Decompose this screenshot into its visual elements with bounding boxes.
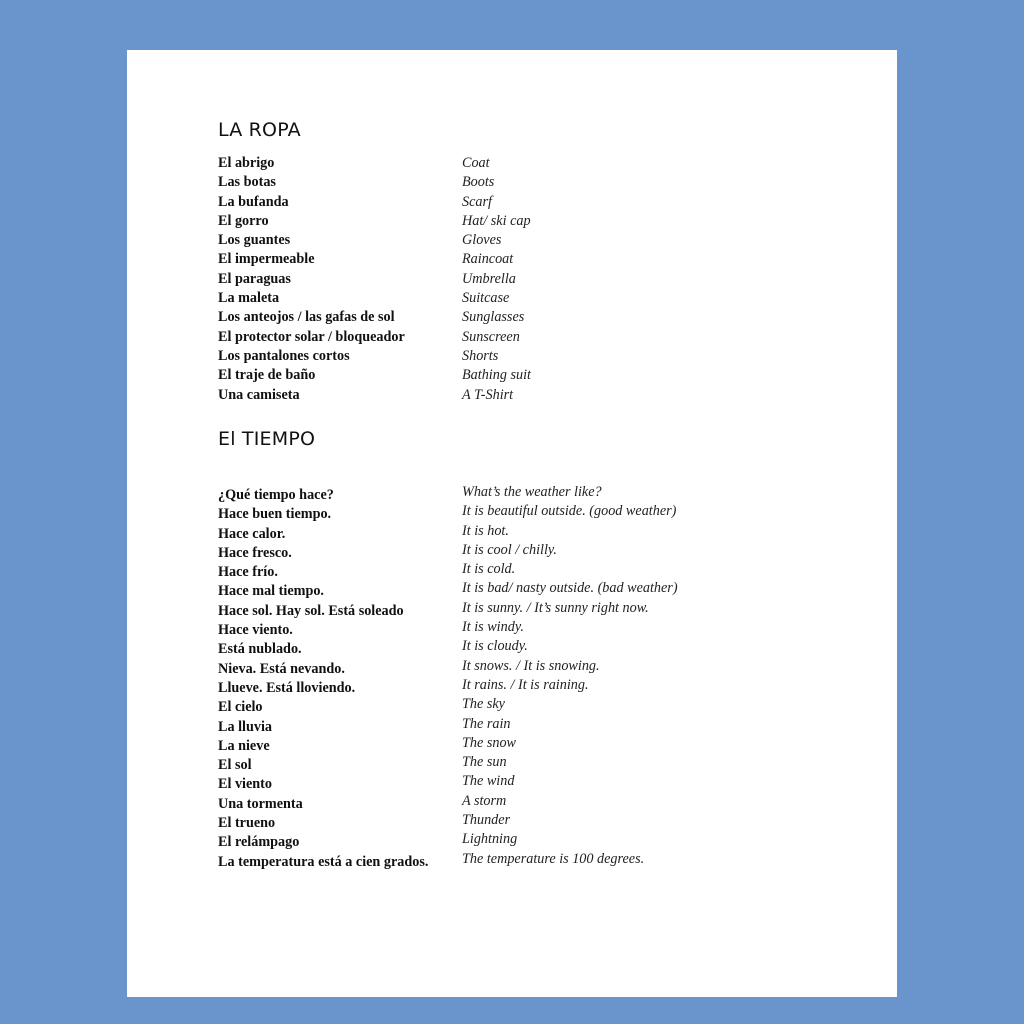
english-translation: It is windy.	[462, 619, 524, 636]
spanish-term: El relámpago	[218, 834, 300, 851]
vocab-row	[218, 756, 818, 775]
vocab-row	[218, 193, 818, 212]
spanish-term: Hace buen tiempo.	[218, 506, 332, 523]
vocab-row	[218, 734, 818, 756]
english-translation: The sky	[462, 696, 505, 713]
spanish-term: Una camiseta	[218, 386, 300, 403]
vocab-row	[218, 386, 818, 405]
english-translation: Sunscreen	[462, 328, 520, 345]
english-translation: Boots	[462, 174, 495, 191]
spanish-term: La nieve	[218, 737, 270, 754]
english-translation: Shorts	[462, 347, 499, 364]
spanish-term: Una tormenta	[218, 795, 303, 812]
spanish-term: La temperatura está a cien grados.	[218, 853, 429, 870]
english-translation: Thunder	[462, 812, 511, 829]
vocab-row	[218, 698, 818, 717]
english-translation: Bathing suit	[462, 367, 531, 384]
vocab-row	[218, 173, 818, 192]
vocab-list-ropa	[218, 154, 818, 405]
spanish-term: Los anteojos / las gafas de sol	[218, 309, 395, 326]
english-translation: It is sunny. / It’s sunny right now.	[462, 599, 649, 616]
english-translation: Sunglasses	[462, 309, 525, 326]
spanish-term: El protector solar / bloqueador	[218, 328, 405, 345]
vocab-row	[218, 270, 818, 289]
spanish-term: Nieva. Está nevando.	[218, 660, 345, 677]
spanish-term: Las botas	[218, 174, 276, 191]
english-translation: Umbrella	[462, 270, 516, 287]
spanish-term: Hace frío.	[218, 564, 278, 581]
vocab-row	[218, 541, 818, 563]
spanish-term: Hace sol. Hay sol. Está soleado	[218, 602, 404, 619]
vocab-row	[218, 715, 818, 737]
english-translation: Raincoat	[462, 251, 514, 268]
spanish-term: El viento	[218, 776, 272, 793]
english-translation: Suitcase	[462, 290, 510, 307]
spanish-term: Hace fresco.	[218, 544, 292, 561]
english-translation: Scarf	[462, 193, 492, 210]
spanish-term: El gorro	[218, 212, 269, 229]
section-title-ropa: LA ROPA	[218, 119, 301, 141]
spanish-term: Llueve. Está lloviendo.	[218, 679, 356, 696]
english-translation: The snow	[462, 734, 516, 751]
english-translation: It is cloudy.	[462, 638, 528, 655]
vocab-row	[218, 212, 818, 231]
spanish-term: El traje de baño	[218, 367, 316, 384]
english-translation: Gloves	[462, 232, 502, 249]
vocab-row	[218, 250, 818, 269]
spanish-term: La lluvia	[218, 718, 273, 735]
english-translation: It rains. / It is raining.	[462, 676, 589, 693]
english-translation: The rain	[462, 715, 511, 732]
spanish-term: Hace calor.	[218, 525, 286, 542]
vocab-row	[218, 308, 818, 327]
vocab-row	[218, 850, 818, 872]
english-translation: The wind	[462, 773, 515, 790]
english-translation: It is cool / chilly.	[462, 541, 557, 558]
english-translation: It is cold.	[462, 561, 516, 578]
spanish-term: Hace viento.	[218, 622, 293, 639]
vocab-list-tiempo	[218, 486, 818, 872]
vocab-row	[218, 814, 818, 833]
spanish-term: Hace mal tiempo.	[218, 583, 324, 600]
vocab-row	[218, 154, 818, 173]
vocab-row	[218, 505, 818, 524]
spanish-term: El trueno	[218, 815, 276, 832]
english-translation: Hat/ ski cap	[462, 212, 531, 229]
document-page	[127, 50, 897, 997]
english-translation: It is hot.	[462, 522, 509, 539]
english-translation: It is beautiful outside. (good weather)	[462, 503, 677, 520]
vocab-row	[218, 676, 818, 698]
vocab-row	[218, 347, 818, 366]
spanish-term: Está nublado.	[218, 641, 302, 658]
spanish-term: El paraguas	[218, 270, 291, 287]
spanish-term: El cielo	[218, 699, 263, 716]
section-title-tiempo: El TIEMPO	[218, 428, 316, 450]
spanish-term: Los guantes	[218, 232, 291, 249]
spanish-term: ¿Qué tiempo hace?	[218, 487, 334, 503]
vocab-row	[218, 328, 818, 347]
english-translation: The temperature is 100 degrees.	[462, 850, 645, 867]
spanish-term: El impermeable	[218, 251, 315, 268]
vocab-row	[218, 792, 818, 814]
english-translation: It is bad/ nasty outside. (bad weather)	[462, 580, 678, 597]
english-translation: A T-Shirt	[462, 386, 514, 403]
spanish-term: El abrigo	[218, 155, 275, 171]
english-translation: It snows. / It is snowing.	[462, 657, 600, 674]
english-translation: A storm	[462, 792, 507, 809]
vocab-row	[218, 289, 818, 308]
spanish-term: La maleta	[218, 290, 280, 307]
english-translation: The sun	[462, 754, 507, 771]
spanish-term: El sol	[218, 757, 252, 774]
spanish-term: La bufanda	[218, 193, 289, 210]
spanish-term: Los pantalones cortos	[218, 347, 350, 364]
vocab-row	[218, 775, 818, 794]
vocab-row	[218, 231, 818, 250]
english-translation: What’s the weather like?	[462, 484, 602, 500]
vocab-row	[218, 366, 818, 385]
english-translation: Coat	[462, 155, 490, 171]
english-translation: Lightning	[462, 831, 518, 848]
